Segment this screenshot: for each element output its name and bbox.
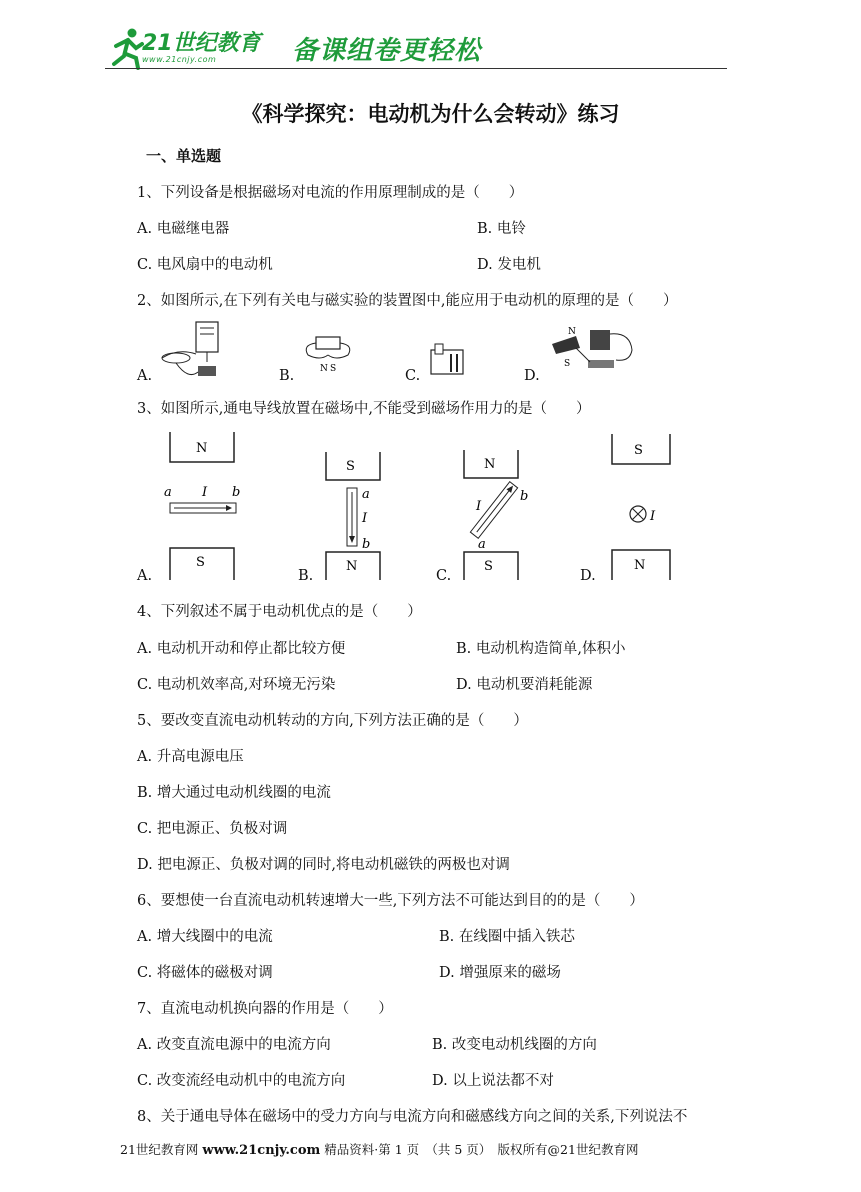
svg-text:S: S	[330, 364, 337, 374]
footer-site: 21世纪教育网	[120, 1142, 199, 1157]
question-4-option-a[interactable]: A. 电动机开动和停止都比较方便	[137, 641, 346, 657]
q3b-pole-s: S	[346, 459, 355, 474]
question-7-option-a[interactable]: A. 改变直流电源中的电流方向	[137, 1037, 331, 1053]
question-6-option-b[interactable]: B. 在线圈中插入铁芯	[439, 929, 575, 945]
question-2-option-a[interactable]: A.	[137, 368, 153, 384]
section-heading: 一、单选题	[146, 147, 222, 165]
q3c-pole-n: N	[484, 457, 496, 472]
question-7-option-c[interactable]: C. 改变流经电动机中的电流方向	[137, 1073, 346, 1089]
q2-figure-d-apparatus	[546, 322, 638, 378]
question-5-option-d[interactable]: D. 把电源正、负极对调的同时,将电动机磁铁的两极也对调	[137, 857, 510, 873]
q3-figure-b	[318, 450, 384, 582]
question-2-option-b[interactable]: B.	[279, 368, 295, 384]
page-title: 《科学探究：电动机为什么会转动》练习	[241, 101, 620, 126]
question-6-option-a[interactable]: A. 增大线圈中的电流	[137, 929, 273, 945]
question-5-option-c[interactable]: C. 把电源正、负极对调	[137, 821, 288, 837]
question-7-option-d[interactable]: D. 以上说法都不对	[432, 1073, 554, 1089]
question-1-option-a[interactable]: A. 电磁继电器	[137, 221, 230, 237]
q3c-label-a: a	[478, 537, 486, 552]
q2-figure-b-apparatus	[300, 333, 356, 377]
question-4-option-c[interactable]: C. 电动机效率高,对环境无污染	[137, 677, 336, 693]
q3c-label-b: b	[520, 489, 528, 504]
question-1-stem: 1、下列设备是根据磁场对电流的作用原理制成的是（ ）	[137, 185, 524, 201]
question-6-option-d[interactable]: D. 增强原来的磁场	[439, 965, 561, 981]
footer-url[interactable]: www.21cnjy.com	[202, 1143, 321, 1158]
q3c-label-i: I	[476, 499, 482, 514]
question-7-option-b[interactable]: B. 改变电动机线圈的方向	[432, 1037, 597, 1053]
question-1-option-c[interactable]: C. 电风扇中的电动机	[137, 257, 273, 273]
q3d-label-i: I	[650, 509, 656, 524]
q3b-label-i: I	[362, 511, 368, 526]
question-1-option-d[interactable]: D. 发电机	[477, 257, 541, 273]
page-footer	[120, 1140, 638, 1158]
q2-figure-a-apparatus	[158, 318, 230, 384]
svg-text:N: N	[568, 327, 576, 337]
question-3-option-c[interactable]: C.	[436, 568, 452, 584]
header-slogan: 备课组卷更轻松	[292, 36, 482, 66]
question-2-stem: 2、如图所示,在下列有关电与磁实验的装置图中,能应用于电动机的原理的是（ ）	[137, 293, 678, 309]
q3a-label-a: a	[164, 485, 172, 500]
question-2-option-c[interactable]: C.	[405, 368, 421, 384]
question-1-option-b[interactable]: B. 电铃	[477, 221, 526, 237]
q3-figure-a	[160, 430, 242, 582]
q3-figure-d	[604, 432, 676, 582]
question-5-stem: 5、要改变直流电动机转动的方向,下列方法正确的是（ ）	[137, 713, 528, 729]
question-6-option-c[interactable]: C. 将磁体的磁极对调	[137, 965, 273, 981]
question-4-option-b[interactable]: B. 电动机构造简单,体积小	[456, 641, 626, 657]
q3a-label-b: b	[232, 485, 241, 500]
question-5-option-b[interactable]: B. 增大通过电动机线圈的电流	[137, 785, 331, 801]
question-4-stem: 4、下列叙述不属于电动机优点的是（ ）	[137, 604, 422, 620]
question-5-option-a[interactable]: A. 升高电源电压	[137, 749, 244, 765]
q3c-pole-s: S	[484, 559, 493, 574]
footer-text: 精品资料·第 1 页 （共 5 页） 版权所有@21世纪教育网	[324, 1142, 639, 1157]
question-3-stem: 3、如图所示,通电导线放置在磁场中,不能受到磁场作用力的是（ ）	[137, 401, 591, 417]
logo-text: 21世纪教育	[142, 31, 261, 56]
q3-figure-c	[456, 448, 528, 582]
q3a-pole-s: S	[196, 555, 205, 570]
question-6-stem: 6、要想使一台直流电动机转速增大一些,下列方法不可能达到目的的是（ ）	[137, 893, 644, 909]
question-3-option-b[interactable]: B.	[298, 568, 314, 584]
q3b-pole-n: N	[346, 559, 358, 574]
q3a-label-i: I	[202, 485, 208, 500]
svg-text:N: N	[320, 364, 328, 374]
question-8-stem: 8、关于通电导体在磁场中的受力方向与电流方向和磁感线方向之间的关系,下列说法不	[137, 1109, 688, 1125]
question-4-option-d[interactable]: D. 电动机要消耗能源	[456, 677, 593, 693]
question-2-option-d[interactable]: D.	[524, 368, 540, 384]
q3d-pole-n: N	[634, 558, 646, 573]
svg-text:S: S	[564, 359, 571, 369]
header-divider	[105, 68, 727, 69]
question-7-stem: 7、直流电动机换向器的作用是（ ）	[137, 1001, 393, 1017]
logo-url[interactable]: www.21cnjy.com	[142, 55, 217, 64]
q3b-label-b: b	[362, 537, 371, 552]
question-3-option-d[interactable]: D.	[580, 568, 596, 584]
q3a-pole-n: N	[196, 441, 208, 456]
q2-figure-c-apparatus	[425, 340, 469, 380]
question-3-option-a[interactable]: A.	[137, 568, 153, 584]
q3d-pole-s: S	[634, 443, 643, 458]
q3b-label-a: a	[362, 487, 370, 502]
